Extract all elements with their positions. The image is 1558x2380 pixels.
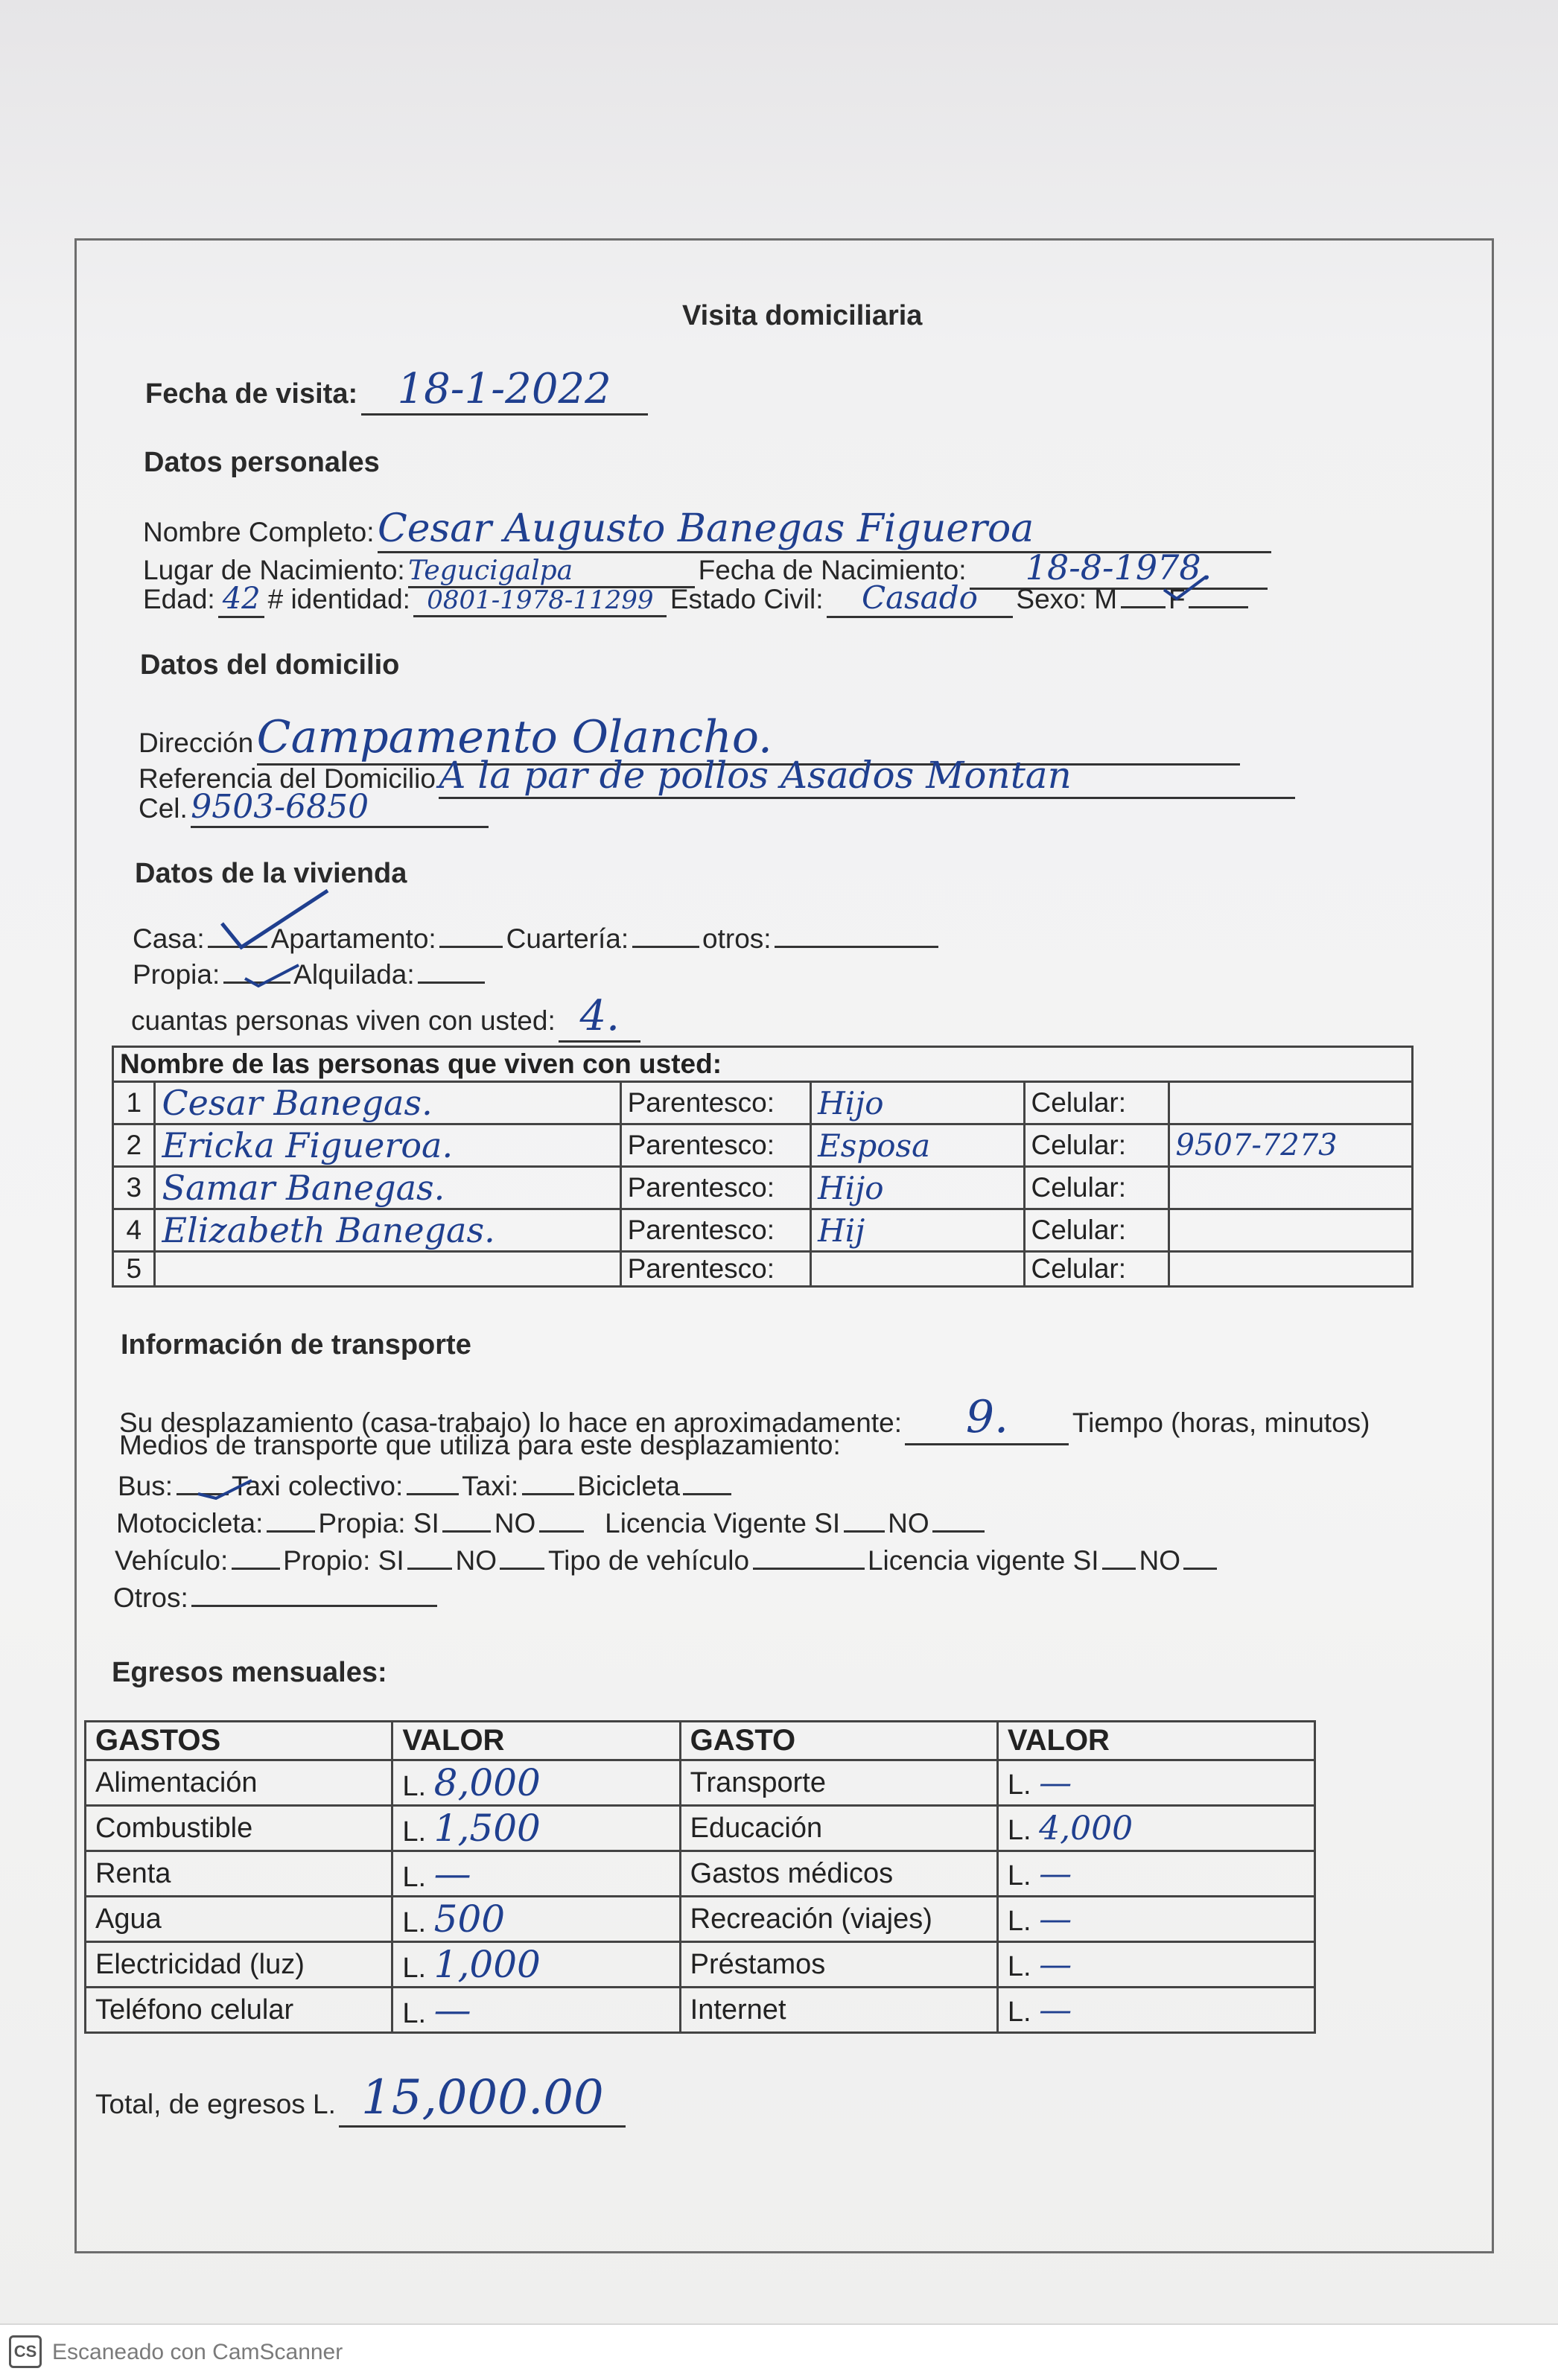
sex-f-blank [1189,606,1248,608]
sex-f-label: F [1168,584,1186,614]
rented-blank [418,981,485,984]
commute-label: Su desplazamiento (casa-trabajo) lo hace en aproximadamente: [119,1407,902,1438]
people-count-label: cuantas personas viven con usted: [131,1005,556,1036]
vehicle-no-blank [500,1568,544,1570]
residents-header: Nombre de las personas que viven con usted: [113,1047,1413,1082]
taxi-blank [522,1493,574,1495]
sex-m-blank [1121,606,1166,608]
civil-status-value: Casado [827,579,1013,618]
people-count-value: 4. [559,992,640,1043]
form-title: Visita domiciliaria [682,300,923,331]
phone-row [139,788,489,828]
phone-value [1168,1209,1412,1252]
moto-no-label: NO [494,1508,536,1539]
phone-value [1168,1167,1412,1209]
birthplace-label: Lugar de Nacimiento: [143,555,405,585]
full-name-row [143,506,1271,553]
license-si-blank [844,1530,885,1533]
housing-section-title: Datos de la vivienda [135,858,407,889]
taxi-colectivo-label: Taxi colectivo: [231,1471,404,1501]
license-label: Licencia Vigente SI [605,1508,841,1539]
expense-amount: — [1039,1945,1072,1984]
table-row [86,1806,1315,1851]
residents-header-row [113,1047,1413,1082]
resident-name: Elizabeth Banegas. [155,1209,620,1252]
own-label: Propia: [133,959,220,990]
means-label: Medios de transporte que utiliza para este desplazamiento: [119,1430,841,1460]
id-label: # identidad: [267,584,410,614]
relation-label: Parentesco: [620,1252,811,1287]
license2-no-blank [1183,1568,1217,1570]
license2-no-label: NO [1139,1545,1180,1576]
license2-si-blank [1102,1568,1136,1570]
expense-name: Gastos médicos [680,1851,997,1897]
relation-value: Esposa [811,1124,1024,1167]
bus-label: Bus: [118,1471,174,1501]
resident-name: Ericka Figueroa. [155,1124,620,1167]
expense-amount: 1,500 [433,1807,541,1850]
expenses-table [84,1720,1316,2034]
currency-label: L. [402,1816,427,1848]
moto-blank [267,1530,315,1533]
phone-label: Celular: [1024,1124,1168,1167]
civil-status-label: Estado Civil: [670,584,824,614]
moto-own-blank [442,1530,491,1533]
expense-amount: — [1039,1900,1072,1938]
resident-name: Samar Banegas. [155,1167,620,1209]
currency-label: L. [402,1907,427,1938]
currency-label: L. [1007,1769,1031,1801]
expense-value [997,1760,1314,1806]
expense-value [997,1988,1314,2033]
house-label: Casa: [133,923,205,954]
row-number: 5 [113,1252,155,1287]
expense-name: Alimentación [86,1760,392,1806]
expense-value [392,1760,680,1806]
total-label: Total, de egresos L. [95,2089,336,2119]
table-row [113,1167,1413,1209]
bus-check-icon [195,1474,255,1501]
transport-others-label: Otros: [113,1582,188,1613]
visit-date-row [145,365,648,416]
table-row [86,1988,1315,2033]
cuarteria-label: Cuartería: [506,923,629,954]
age-value: 42 [218,582,264,618]
expense-value [392,1851,680,1897]
vehicle-no-label: NO [455,1545,497,1576]
vehicle-type-blank [753,1568,865,1570]
expenses-head-left: GASTOS [86,1722,392,1760]
birthplace-value: Tegucigalpa [408,556,695,588]
total-value: 15,000.00 [339,2070,626,2128]
expense-name: Agua [86,1897,392,1942]
people-count-row [131,992,640,1043]
table-row [113,1082,1413,1124]
relation-value: Hijo [811,1082,1024,1124]
expense-amount: 8,000 [433,1761,541,1804]
expense-name: Renta [86,1851,392,1897]
relation-value: Hijo [811,1167,1024,1209]
currency-label: L. [402,1862,427,1893]
moto-label: Motocicleta: [116,1508,264,1539]
expense-value [392,1806,680,1851]
expense-value [997,1897,1314,1942]
row-number: 3 [113,1167,155,1209]
phone-value [1168,1252,1412,1287]
expense-name: Teléfono celular [86,1988,392,2033]
camscanner-logo: CS [9,2335,42,2368]
bicycle-blank [683,1493,731,1495]
apartment-blank [439,946,503,948]
expense-amount: 500 [433,1897,506,1941]
table-row [86,1897,1315,1942]
bicycle-label: Bicicleta [577,1471,680,1501]
transport-others-blank [191,1605,437,1607]
residents-table [112,1046,1414,1288]
expense-value [392,1988,680,2033]
housing-others-blank [775,946,938,948]
currency-label: L. [402,1953,427,1984]
relation-value: Hij [811,1209,1024,1252]
relation-label: Parentesco: [620,1124,811,1167]
table-row [113,1209,1413,1252]
relation-label: Parentesco: [620,1167,811,1209]
visit-date-label: Fecha de visita: [145,378,358,410]
resident-name [155,1252,620,1287]
phone-label: Celular: [1024,1167,1168,1209]
reference-label: Referencia del Domicilio [139,763,436,794]
sex-m-label: Sexo: M [1016,584,1118,614]
full-name-value: Cesar Augusto Banegas Figueroa [378,506,1271,553]
table-row [86,1760,1315,1806]
license-no-blank [932,1530,985,1533]
expense-amount: — [433,1988,471,2031]
vehicle-blank [232,1568,280,1570]
phone-value [1168,1082,1412,1124]
ownership-row [133,959,485,990]
currency-label: L. [402,1771,427,1802]
license2-label: Licencia vigente SI [867,1545,1099,1576]
expense-value [997,1851,1314,1897]
own-check-icon [242,961,302,990]
table-row [86,1851,1315,1897]
vehicle-row [115,1545,1217,1576]
address-value: Campamento Olancho. [257,711,1240,766]
table-row [113,1252,1413,1287]
transport-others-row [113,1582,437,1614]
expense-value [392,1897,680,1942]
expense-amount: 4,000 [1039,1809,1133,1848]
expenses-section-title: Egresos mensuales: [112,1657,387,1688]
currency-label: L. [1007,1859,1031,1891]
vehicle-label: Vehículo: [115,1545,229,1576]
address-label: Dirección [139,728,254,758]
relation-label: Parentesco: [620,1209,811,1252]
resident-name: Cesar Banegas. [155,1082,620,1124]
expenses-head-right: GASTO [680,1722,997,1760]
personal-section-title: Datos personales [144,447,380,478]
currency-label: L. [1007,1996,1031,2028]
commute-value: 9. [905,1391,1069,1445]
birthdate-value: 18-8-1978. [970,547,1268,590]
transport-section-title: Información de transporte [121,1329,471,1361]
phone-label: Celular: [1024,1252,1168,1287]
expense-amount: 1,000 [433,1943,541,1986]
id-value: 0801-1978-11299 [413,585,667,617]
taxi-colectivo-blank [407,1493,459,1495]
expenses-head-value-left: VALOR [392,1722,680,1760]
currency-label: L. [1007,1814,1031,1846]
expense-name: Combustible [86,1806,392,1851]
expense-name: Electricidad (luz) [86,1942,392,1988]
birthdate-label: Fecha de Nacimiento: [698,555,967,585]
expense-amount: — [1039,1854,1072,1893]
domicile-section-title: Datos del domicilio [140,649,400,681]
expense-name: Educación [680,1806,997,1851]
expense-value [997,1942,1314,1988]
house-check-icon [216,886,335,953]
age-label: Edad: [143,584,215,614]
phone-label: Celular: [1024,1082,1168,1124]
vehicle-own-blank [407,1568,452,1570]
full-name-label: Nombre Completo: [143,517,375,547]
moto-own-label: Propia: SI [318,1508,439,1539]
currency-label: L. [1007,1950,1031,1982]
cuarteria-blank [632,946,699,948]
phone-value: 9503-6850 [191,788,489,828]
commute-unit: Tiempo (horas, minutos) [1072,1407,1370,1438]
expense-amount: — [1039,1991,1072,2029]
expense-name: Recreación (viajes) [680,1897,997,1942]
phone-label: Celular: [1024,1209,1168,1252]
currency-label: L. [402,1998,427,2029]
reference-value: A la par de pollos Asados Montan [439,754,1295,799]
license-no-label: NO [888,1508,929,1539]
relation-label: Parentesco: [620,1082,811,1124]
expense-name: Internet [680,1988,997,2033]
phone-label: Cel. [139,793,188,824]
camscanner-text: Escaneado con CamScanner [52,2340,343,2364]
row-number: 4 [113,1209,155,1252]
expenses-head-value-right: VALOR [997,1722,1314,1760]
expense-value [392,1942,680,1988]
moto-row [116,1508,985,1539]
phone-value: 9507-7273 [1168,1124,1412,1167]
sex-check-icon [1160,573,1212,603]
housing-others-label: otros: [702,923,772,954]
visit-date-value: 18-1-2022 [361,365,648,416]
taxi-label: Taxi: [462,1471,519,1501]
rented-label: Alquilada: [293,959,415,990]
scanner-footer [0,2323,1558,2380]
table-row [113,1124,1413,1167]
table-row [86,1942,1315,1988]
vehicle-own-label: Propio: SI [283,1545,404,1576]
expense-amount: — [433,1852,471,1895]
expense-name: Transporte [680,1760,997,1806]
expense-name: Préstamos [680,1942,997,1988]
moto-no-blank [539,1530,584,1533]
total-row [95,2070,626,2128]
row-number: 2 [113,1124,155,1167]
expense-value [997,1806,1314,1851]
expenses-header-row [86,1722,1315,1760]
relation-value [811,1252,1024,1287]
currency-label: L. [1007,1905,1031,1937]
expense-amount: — [1039,1763,1072,1802]
apartment-label: Apartamento: [270,923,436,954]
row-number: 1 [113,1082,155,1124]
vehicle-type-label: Tipo de vehículo [547,1545,750,1576]
identity-row [143,579,1248,618]
